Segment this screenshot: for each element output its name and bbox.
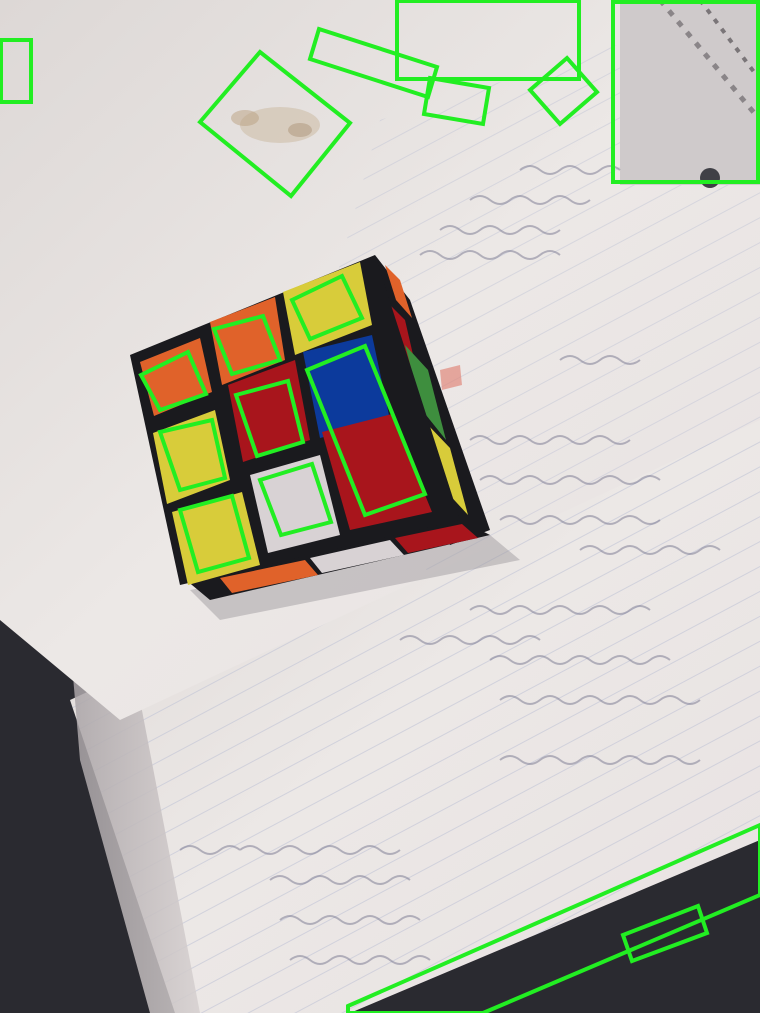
spiral-binding <box>620 0 760 188</box>
binding-hole <box>700 168 720 188</box>
